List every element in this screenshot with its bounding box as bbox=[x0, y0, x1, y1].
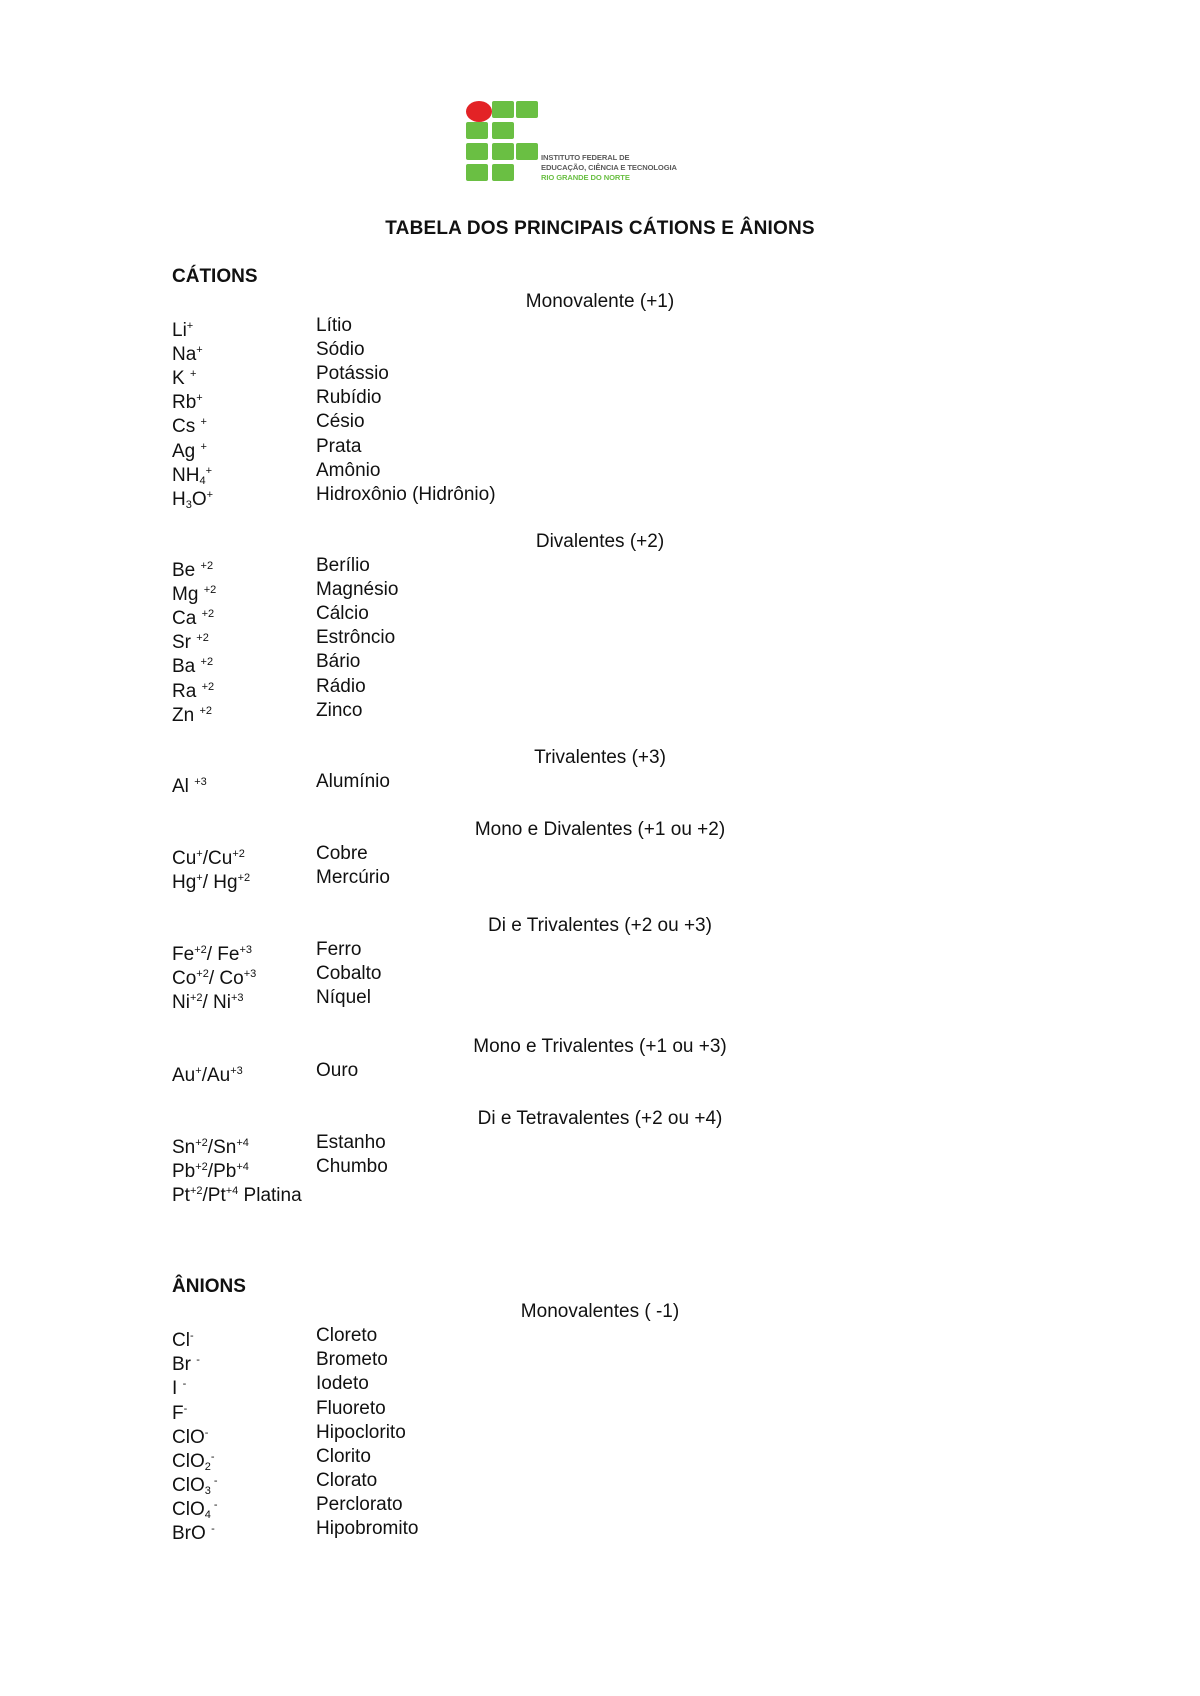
ion-name: Magnésio bbox=[316, 579, 399, 600]
ion-name: Cálcio bbox=[316, 603, 369, 624]
formula-base: H bbox=[172, 489, 186, 510]
formula-charge: +2 bbox=[200, 560, 214, 572]
formula-tail: /Pt bbox=[202, 1185, 226, 1206]
ion-name: Chumbo bbox=[316, 1156, 388, 1177]
ion-name: Potássio bbox=[316, 363, 389, 384]
ion-name: Níquel bbox=[316, 987, 371, 1008]
formula-charge: - bbox=[196, 1354, 200, 1366]
formula-base: Ra bbox=[172, 681, 202, 702]
formula-charge: +2 bbox=[232, 848, 245, 860]
formula-base: Ca bbox=[172, 608, 202, 629]
formula-subscript: 4 bbox=[199, 475, 206, 487]
formula-charge: + bbox=[196, 344, 203, 356]
formula-charge: +2 bbox=[196, 632, 209, 644]
ion-name: Rubídio bbox=[316, 387, 382, 408]
group-label: Mono e Trivalentes (+1 ou +3) bbox=[473, 1036, 727, 1057]
ion-formula bbox=[172, 699, 212, 728]
ion-name: Clorato bbox=[316, 1470, 378, 1491]
formula-charge: + bbox=[186, 320, 194, 332]
ion-name: Bário bbox=[316, 651, 361, 672]
formula-tail: /Pb bbox=[207, 1161, 237, 1182]
formula-charge: + bbox=[196, 848, 203, 860]
ion-name: Clorito bbox=[316, 1446, 371, 1467]
formula-charge: +2 bbox=[189, 1185, 203, 1197]
ion-name: Hidroxônio (Hidrônio) bbox=[316, 484, 496, 505]
formula-charge: +4 bbox=[236, 1161, 249, 1173]
ion-name: Ferro bbox=[316, 939, 362, 960]
ion-formula bbox=[172, 866, 250, 895]
formula-base: Ag bbox=[172, 441, 201, 462]
formula-tail: /Sn bbox=[207, 1137, 237, 1158]
ion-name: Zinco bbox=[316, 700, 363, 721]
formula-charge: + bbox=[196, 392, 203, 404]
formula-base: Hg bbox=[172, 872, 197, 893]
formula-base: K bbox=[172, 368, 190, 389]
formula-subscript: 4 bbox=[204, 1509, 211, 1521]
formula-base: I bbox=[172, 1378, 183, 1399]
ion-formula bbox=[172, 1179, 302, 1208]
ion-name: Cobalto bbox=[316, 963, 382, 984]
cations-heading: CÁTIONS bbox=[172, 266, 258, 287]
formula-charge: - bbox=[210, 1475, 218, 1487]
formula-charge: +4 bbox=[225, 1185, 239, 1197]
formula-charge: +2 bbox=[189, 992, 203, 1004]
formula-charge: +3 bbox=[230, 1065, 243, 1077]
formula-tail: / Co bbox=[208, 968, 244, 989]
formula-charge: +2 bbox=[195, 1161, 208, 1173]
group-label: Trivalentes (+3) bbox=[534, 747, 666, 768]
formula-base: Li bbox=[172, 320, 187, 341]
formula-tail: /Cu bbox=[202, 848, 233, 869]
ion-name: Alumínio bbox=[316, 771, 390, 792]
formula-charge: - bbox=[204, 1427, 209, 1439]
formula-charge: + bbox=[205, 465, 213, 477]
formula-subscript: 3 bbox=[185, 499, 192, 511]
formula-base: Pb bbox=[172, 1161, 196, 1182]
formula-base: NH bbox=[172, 465, 200, 486]
formula-charge: +2 bbox=[194, 944, 207, 956]
formula-charge: - bbox=[210, 1499, 218, 1511]
formula-charge: - bbox=[211, 1523, 215, 1535]
ion-name: Berílio bbox=[316, 555, 370, 576]
formula-charge: - bbox=[183, 1403, 188, 1415]
formula-base: Al bbox=[172, 776, 195, 797]
ion-name: Cloreto bbox=[316, 1325, 378, 1346]
ifrn-logo bbox=[466, 101, 716, 185]
formula-base: Fe bbox=[172, 944, 195, 965]
formula-charge: + bbox=[196, 872, 203, 884]
formula-subscript: 2 bbox=[204, 1461, 211, 1473]
formula-charge: + bbox=[189, 368, 197, 380]
ion-name: Mercúrio bbox=[316, 867, 390, 888]
formula-charge: - bbox=[189, 1330, 194, 1342]
formula-tail: O bbox=[191, 489, 207, 510]
formula-base: Mg bbox=[172, 584, 204, 605]
ion-name: Césio bbox=[316, 411, 365, 432]
formula-base: Zn bbox=[172, 705, 200, 726]
ion-formula bbox=[172, 483, 213, 517]
formula-base: Co bbox=[172, 968, 197, 989]
formula-base: Br bbox=[172, 1354, 197, 1375]
formula-tail: / Ni bbox=[202, 992, 231, 1013]
ion-name: Lítio bbox=[316, 315, 352, 336]
group-label: Monovalente (+1) bbox=[525, 291, 675, 312]
formula-charge: + bbox=[200, 416, 207, 428]
formula-base: Sn bbox=[172, 1137, 196, 1158]
formula-charge: +2 bbox=[237, 872, 251, 884]
ion-formula bbox=[172, 770, 207, 799]
formula-base: Cs bbox=[172, 416, 201, 437]
formula-subscript: 3 bbox=[204, 1485, 211, 1497]
formula-charge: +2 bbox=[203, 584, 217, 596]
formula-charge: +2 bbox=[201, 681, 215, 693]
ion-name: Perclorato bbox=[316, 1494, 403, 1515]
logo-text: INSTITUTO FEDERAL DE EDUCAÇÃO, CIÊNCIA E TECNOLOGIA RIO GRANDE DO NORTE bbox=[541, 153, 677, 182]
ion-name: Amônio bbox=[316, 460, 381, 481]
formula-charge: +4 bbox=[236, 1137, 249, 1149]
ion-formula bbox=[172, 1059, 243, 1088]
group-label: Monovalentes ( -1) bbox=[520, 1301, 680, 1322]
formula-charge: +2 bbox=[199, 705, 212, 717]
formula-base: Rb bbox=[172, 392, 197, 413]
ion-name: Fluoreto bbox=[316, 1398, 386, 1419]
ion-name: Hipobromito bbox=[316, 1518, 419, 1539]
ion-name: Hipoclorito bbox=[316, 1422, 406, 1443]
ion-name: Estanho bbox=[316, 1132, 386, 1153]
formula-charge: - bbox=[182, 1378, 187, 1390]
formula-charge: + bbox=[206, 489, 214, 501]
formula-tail: /Au bbox=[201, 1065, 231, 1086]
formula-base: Sr bbox=[172, 632, 197, 653]
group-label: Di e Trivalentes (+2 ou +3) bbox=[488, 915, 712, 936]
formula-charge: +2 bbox=[196, 968, 209, 980]
formula-base: Cu bbox=[172, 848, 197, 869]
ion-formula bbox=[172, 986, 244, 1015]
ion-name: Ouro bbox=[316, 1060, 359, 1081]
formula-base: Na bbox=[172, 344, 197, 365]
formula-base: Ni bbox=[172, 992, 190, 1013]
ion-name: Prata bbox=[316, 436, 362, 457]
formula-charge: + bbox=[195, 1065, 202, 1077]
formula-base: ClO bbox=[172, 1451, 205, 1472]
ion-name: Platina bbox=[238, 1185, 302, 1206]
formula-base: BrO bbox=[172, 1523, 212, 1544]
formula-charge: +2 bbox=[195, 1137, 208, 1149]
formula-base: F bbox=[172, 1403, 184, 1424]
page-title: TABELA DOS PRINCIPAIS CÁTIONS E ÂNIONS bbox=[385, 218, 815, 239]
formula-charge: - bbox=[210, 1451, 215, 1463]
ion-formula bbox=[172, 1517, 215, 1546]
logo-red-dot bbox=[466, 101, 492, 122]
formula-charge: +3 bbox=[194, 776, 207, 788]
group-label: Di e Tetravalentes (+2 ou +4) bbox=[477, 1108, 723, 1129]
group-label: Mono e Divalentes (+1 ou +2) bbox=[474, 819, 726, 840]
formula-charge: + bbox=[200, 441, 207, 453]
ion-name: Iodeto bbox=[316, 1373, 369, 1394]
formula-charge: +3 bbox=[243, 968, 257, 980]
formula-base: Ba bbox=[172, 656, 201, 677]
formula-base: Pt bbox=[172, 1185, 190, 1206]
anions-heading: ÂNIONS bbox=[172, 1276, 246, 1297]
formula-base: ClO bbox=[172, 1427, 205, 1448]
formula-base: ClO bbox=[172, 1499, 205, 1520]
ion-name: Rádio bbox=[316, 676, 366, 697]
formula-charge: +3 bbox=[231, 992, 244, 1004]
formula-charge: +3 bbox=[239, 944, 253, 956]
ion-name: Cobre bbox=[316, 843, 368, 864]
formula-base: Be bbox=[172, 560, 201, 581]
formula-charge: +2 bbox=[201, 608, 215, 620]
ion-name: Estrôncio bbox=[316, 627, 396, 648]
formula-tail: / Hg bbox=[202, 872, 238, 893]
formula-base: Au bbox=[172, 1065, 196, 1086]
group-label: Divalentes (+2) bbox=[535, 531, 665, 552]
formula-charge: +2 bbox=[200, 656, 214, 668]
ion-name: Brometo bbox=[316, 1349, 388, 1370]
ion-name: Sódio bbox=[316, 339, 365, 360]
formula-tail: / Fe bbox=[206, 944, 240, 965]
formula-base: ClO bbox=[172, 1475, 205, 1496]
formula-base: Cl bbox=[172, 1330, 190, 1351]
